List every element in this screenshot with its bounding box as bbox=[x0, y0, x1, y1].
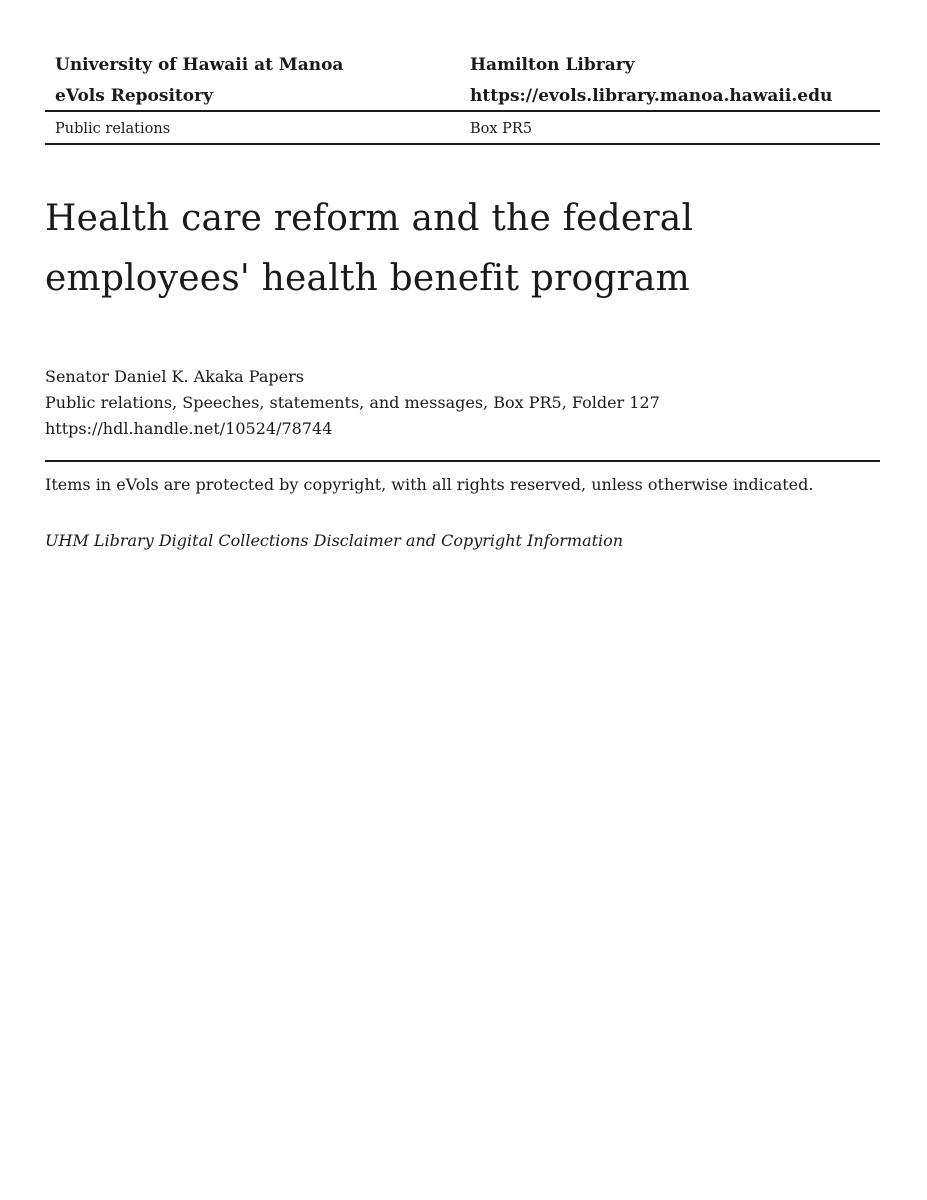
box-label: Box PR5 bbox=[470, 121, 533, 137]
repository-url-link[interactable]: https://evols.library.manoa.hawaii.edu bbox=[470, 86, 833, 106]
handle-url-link[interactable]: https://hdl.handle.net/10524/78744 bbox=[45, 419, 333, 438]
institution-name: University of Hawaii at Manoa bbox=[55, 55, 344, 75]
disclaimer-copyright-link[interactable]: UHM Library Digital Collections Disclaimer and Copyright Information bbox=[45, 531, 624, 550]
item-location: Public relations, Speeches, statements, and messages, Box PR5, Folder 127 bbox=[45, 393, 660, 412]
copyright-notice: Items in eVols are protected by copyright, with all rights reserved, unless otherwise indicated. bbox=[45, 475, 814, 494]
repository-name: eVols Repository bbox=[55, 86, 213, 106]
library-name: Hamilton Library bbox=[470, 55, 635, 75]
document-title: Health care reform and the federal employees' health benefit program bbox=[45, 198, 694, 299]
header-sub-row bbox=[45, 112, 880, 145]
collection-name: Senator Daniel K. Akaka Papers bbox=[45, 367, 304, 386]
header-table bbox=[45, 56, 880, 112]
divider-rule bbox=[45, 460, 880, 462]
metadata-block bbox=[45, 364, 880, 442]
series-label: Public relations bbox=[55, 121, 171, 137]
